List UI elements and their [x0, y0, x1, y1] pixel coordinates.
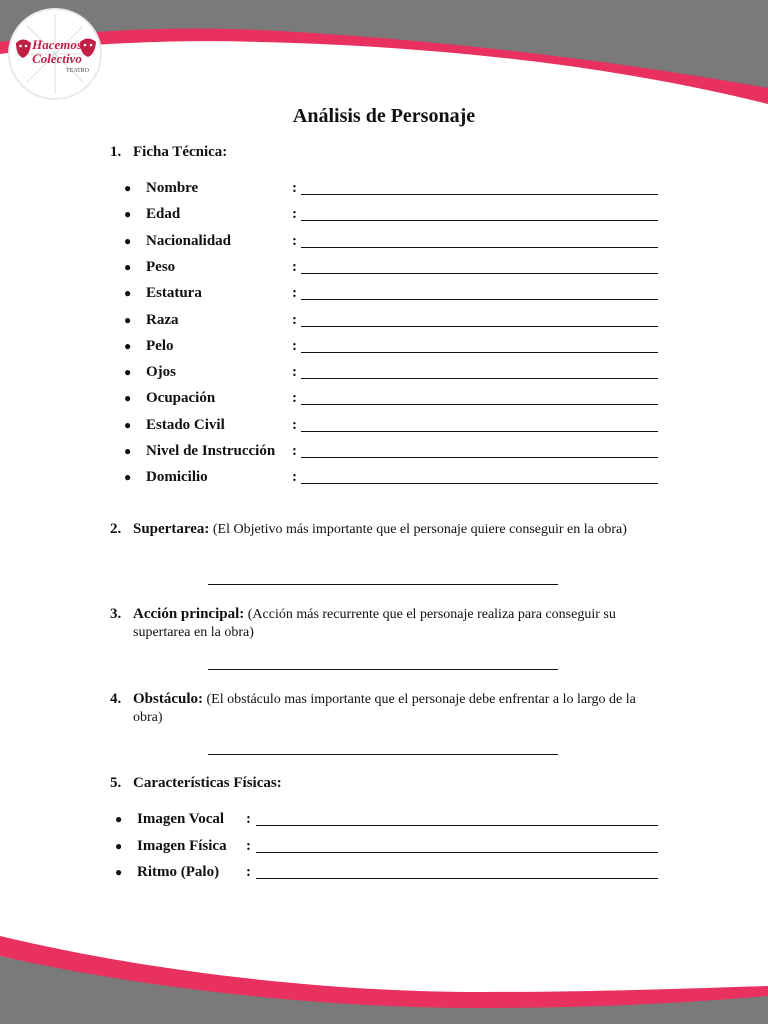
section-2-text: (El Objetivo más importante que el personaje quiere conseguir en la obra)	[209, 522, 627, 537]
field-row	[0, 283, 768, 303]
field-separator: :	[292, 443, 297, 459]
field-input-line[interactable]	[301, 326, 658, 327]
field-label: Nacionalidad	[146, 232, 232, 249]
field-input-line[interactable]	[301, 299, 658, 300]
field-input-line[interactable]	[301, 194, 658, 195]
field-input-line[interactable]	[301, 378, 658, 379]
bullet-icon: ●	[124, 470, 132, 485]
field-separator: :	[292, 469, 297, 486]
field-separator: :	[292, 180, 297, 196]
field-row	[0, 441, 768, 461]
field-row	[0, 809, 768, 829]
bullet-icon: ●	[124, 181, 132, 195]
section-3-lead: Acción principal:	[133, 606, 245, 622]
bullet-icon: ●	[124, 417, 132, 432]
field-separator: :	[246, 837, 251, 854]
field-row	[0, 204, 768, 224]
field-row	[0, 257, 768, 277]
bullet-icon: ●	[115, 838, 123, 853]
bullet-icon: ●	[124, 365, 132, 380]
section-3-text: (Acción más recurrente que el personaje realiza para conseguir su supertarea en la obra)	[133, 607, 616, 640]
section-4	[110, 690, 660, 727]
field-input-line[interactable]	[301, 483, 658, 484]
field-input-line[interactable]	[301, 247, 658, 248]
section-2-number: 2.	[110, 521, 122, 537]
field-separator: :	[292, 390, 297, 407]
field-row	[0, 415, 768, 435]
field-row	[0, 178, 768, 198]
section-3-number: 3.	[110, 606, 122, 622]
field-label: Estatura	[146, 285, 202, 302]
field-row	[0, 362, 768, 382]
field-input-line[interactable]	[301, 431, 658, 432]
field-separator: :	[246, 811, 251, 827]
section-1-title: Ficha Técnica:	[133, 144, 228, 160]
field-separator: :	[292, 232, 297, 249]
field-label: Edad	[146, 206, 181, 223]
field-input-line[interactable]	[301, 352, 658, 353]
field-row	[0, 388, 768, 408]
section-4-answer-line[interactable]	[208, 754, 558, 755]
field-label: Imagen Vocal	[137, 811, 225, 827]
field-label: Peso	[146, 258, 176, 275]
field-label: Ocupación	[146, 390, 216, 407]
field-label: Raza	[146, 311, 179, 328]
field-separator: :	[292, 311, 297, 328]
field-separator: :	[292, 206, 297, 223]
field-label: Nivel de Instrucción	[146, 443, 276, 459]
bottom-banner	[0, 926, 768, 1024]
field-input-line[interactable]	[301, 457, 658, 458]
field-label: Estado Civil	[146, 416, 225, 433]
section-4-lead: Obstáculo:	[133, 691, 204, 707]
field-label: Domicilio	[146, 469, 208, 486]
field-input-line[interactable]	[256, 878, 658, 879]
section-3	[110, 605, 660, 642]
field-row	[0, 467, 768, 487]
logo-subtext: TEATRO	[66, 68, 89, 74]
top-banner	[0, 0, 768, 110]
field-label: Ojos	[146, 364, 176, 381]
section-4-number: 4.	[110, 691, 122, 707]
field-input-line[interactable]	[301, 404, 658, 405]
section-2-lead: Supertarea:	[133, 521, 210, 537]
bullet-icon: ●	[124, 286, 132, 301]
bullet-icon: ●	[115, 812, 123, 826]
field-input-line[interactable]	[256, 825, 658, 826]
field-row	[0, 336, 768, 356]
bullet-icon: ●	[124, 338, 132, 353]
bullet-icon: ●	[124, 233, 132, 248]
field-separator: :	[292, 416, 297, 433]
field-label: Pelo	[146, 337, 174, 354]
section-1-number: 1.	[110, 144, 122, 160]
section-3-answer-line[interactable]	[208, 669, 558, 670]
section-1-heading	[110, 144, 227, 161]
section-4-text: (El obstáculo mas importante que el personaje debe enfrentar a lo largo de la obra)	[133, 692, 636, 725]
logo	[10, 10, 100, 98]
field-row	[0, 231, 768, 251]
bullet-icon: ●	[115, 865, 123, 879]
field-row	[0, 836, 768, 856]
field-separator: :	[292, 258, 297, 275]
field-label: Nombre	[146, 180, 199, 196]
field-input-line[interactable]	[256, 852, 658, 853]
field-separator: :	[292, 364, 297, 381]
section-2-answer-line[interactable]	[208, 584, 558, 585]
bullet-icon: ●	[124, 207, 132, 222]
field-separator: :	[292, 285, 297, 302]
section-5-heading	[110, 775, 282, 792]
field-separator: :	[246, 864, 251, 880]
section-5-number: 5.	[110, 775, 122, 791]
field-label: Ritmo (Palo)	[137, 864, 220, 880]
page-title: Análisis de Personaje	[292, 105, 476, 127]
field-input-line[interactable]	[301, 220, 658, 221]
bullet-icon: ●	[124, 259, 132, 274]
logo-text: Hacemos Colectivo	[32, 37, 82, 66]
field-label: Imagen Física	[137, 837, 227, 854]
field-row	[0, 310, 768, 330]
bullet-icon: ●	[124, 391, 132, 406]
field-input-line[interactable]	[301, 273, 658, 274]
section-2	[110, 520, 660, 539]
field-row	[0, 862, 768, 882]
bullet-icon: ●	[124, 312, 132, 327]
field-separator: :	[292, 337, 297, 354]
bullet-icon: ●	[124, 444, 132, 458]
section-5-title: Características Físicas:	[133, 775, 282, 791]
